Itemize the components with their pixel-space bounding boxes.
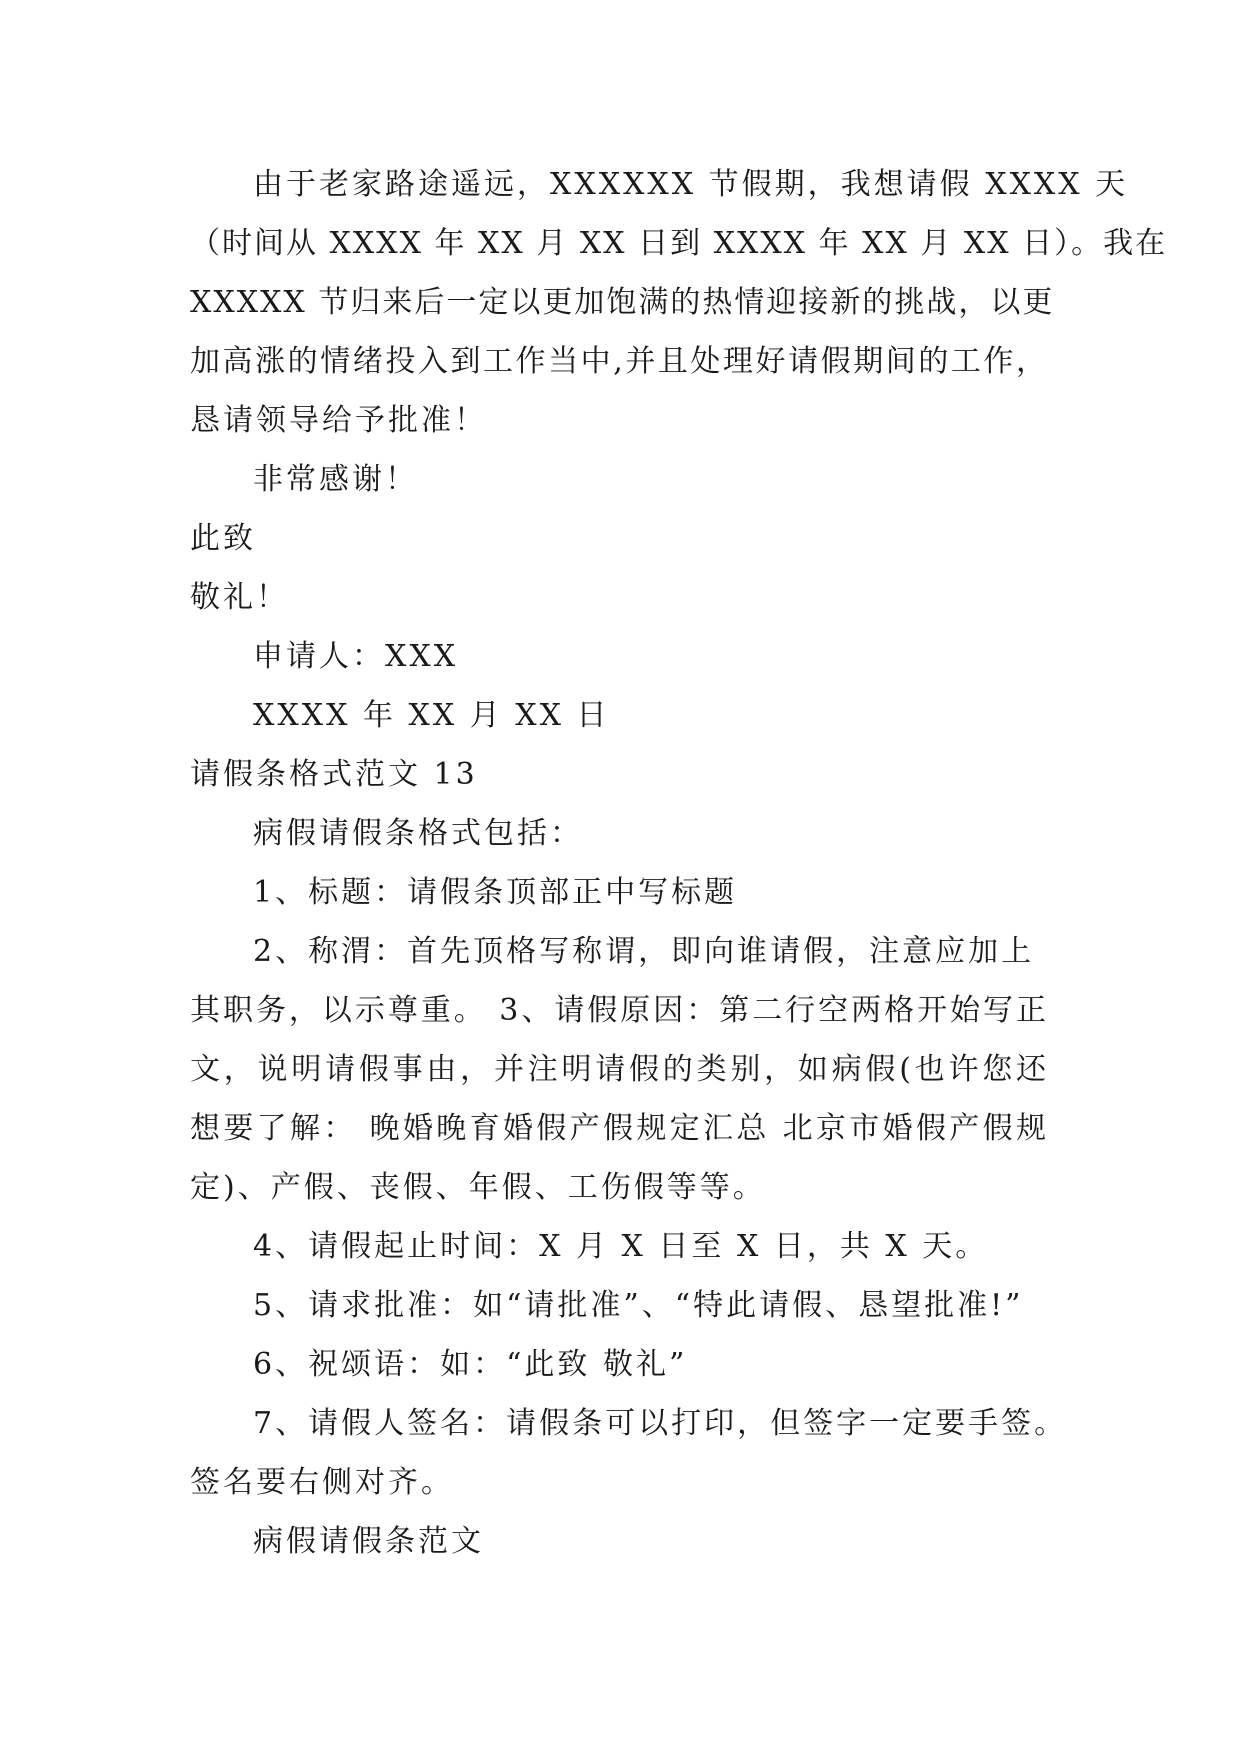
thanks-line: 非常感谢！ [253,462,418,497]
format-item-2-line: 定)、产假、丧假、年假、工伤假等等。 [190,1170,766,1205]
format-item-7-line: 7、请假人签名：请假条可以打印，但签字一定要手签。 [253,1406,1068,1441]
format-item-2-line: 其职务，以示尊重。 3、请假原因：第二行空两格开始写正 [190,993,1048,1028]
format-item-2-line: 文，说明请假事由，并注明请假的类别，如病假(也许您还 [190,1052,1048,1087]
format-item-6: 6、祝颂语：如：“此致 敬礼” [253,1347,688,1382]
paragraph-line: 恳请领导给予批准！ [190,403,487,438]
section-title: 请假条格式范文 13 [190,757,478,792]
format-item-4: 4、请假起止时间：X 月 X 日至 X 日，共 X 天。 [253,1229,989,1264]
paragraph-line: 由于老家路途遥远，XXXXXX 节假期，我想请假 XXXX 天 [253,167,1129,202]
format-intro: 病假请假条格式包括： [253,816,583,851]
salutation-jingli: 敬礼！ [190,580,289,615]
paragraph-line: （时间从 XXXX 年 XX 月 XX 日到 XXXX 年 XX 月 XX 日）。我在 [190,226,1168,261]
date-line: XXXX 年 XX 月 XX 日 [253,698,610,733]
format-item-2-line: 2、称渭：首先顶格写称谓，即向谁请假，注意应加上 [253,934,1035,969]
format-item-5: 5、请求批准：如“请批准”、“特此请假、恳望批准!” [253,1288,1024,1323]
closing-title: 病假请假条范文 [253,1524,484,1559]
format-item-7-line: 签名要右侧对齐。 [190,1465,454,1500]
format-item-2-line: 想要了解： 晚婚晚育婚假产假规定汇总 北京市婚假产假规 [190,1111,1048,1146]
paragraph-line: 加高涨的情绪投入到工作当中,并且处理好请假期间的工作， [190,344,1048,379]
format-item-1: 1、标题：请假条顶部正中写标题 [253,875,738,910]
applicant-line: 申请人：XXX [253,639,459,674]
paragraph-line: XXXXX 节归来后一定以更加饱满的热情迎接新的挑战，以更 [190,285,1055,320]
salutation-cizhi: 此致 [190,521,256,556]
